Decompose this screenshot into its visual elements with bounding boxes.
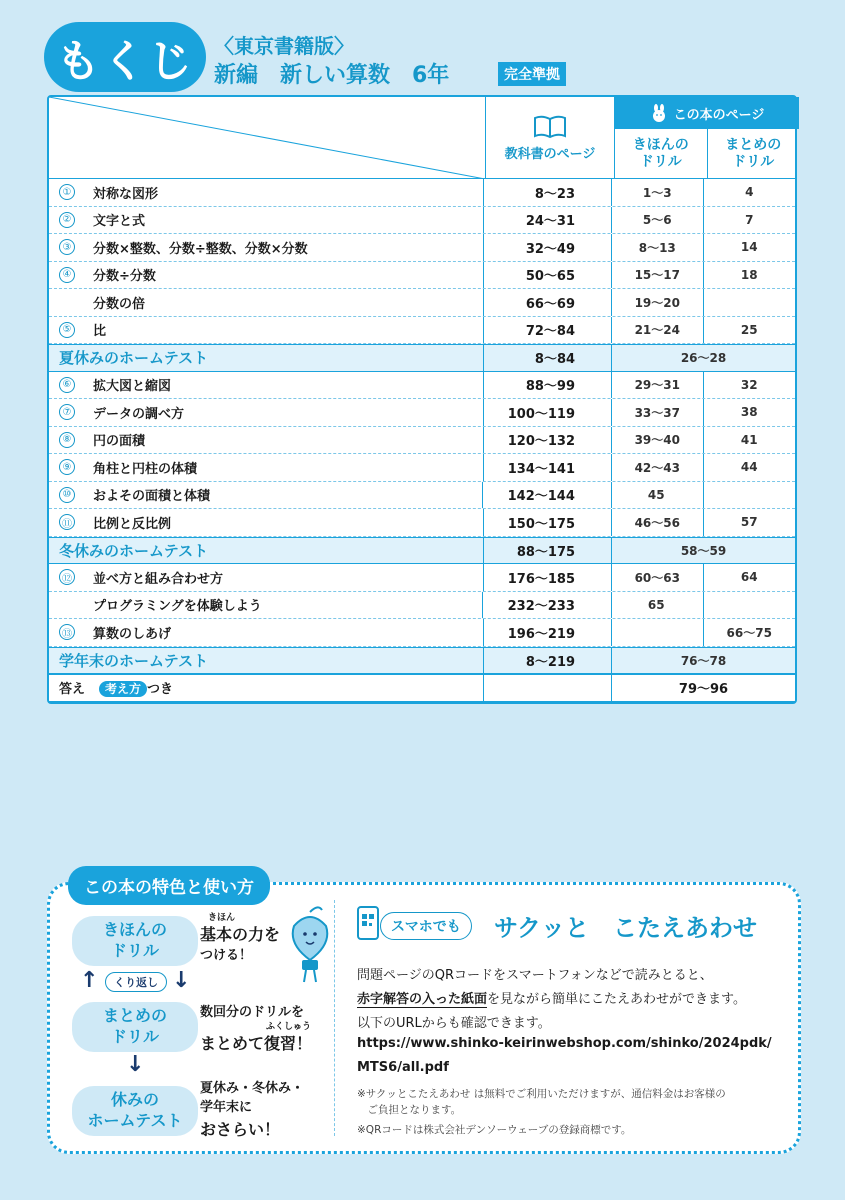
compliant-badge: 完全準拠 [498, 62, 566, 86]
textbook-pages: 24～31 [483, 207, 612, 234]
answer-url-line-2[interactable]: MTS6/all.pdf [357, 1060, 449, 1075]
unit-title: データの調べ方 [93, 406, 185, 422]
row-title [49, 207, 483, 234]
unit-number: ⑪ [59, 514, 75, 530]
toc-row [49, 509, 795, 537]
matome-pages [704, 289, 795, 316]
matome-pages: 4 [745, 185, 754, 200]
kihon-pages: 15～17 [612, 262, 703, 289]
kihon-description: きほん 基本の力を つける！ [200, 913, 281, 963]
textbook-pages: 232～233 [482, 592, 611, 619]
textbook-pages: 100～119 [483, 399, 612, 426]
matome-pages: 41 [740, 432, 758, 447]
row-title [49, 372, 483, 399]
red-answer-line: 赤字解答の入った紙面を見ながら簡単にこたえあわせができます。 [357, 992, 746, 1007]
row-title [49, 179, 483, 206]
toc-row [49, 317, 795, 345]
qr-instructions: 問題ページのQRコードをスマートフォンなどで読みとると、 [357, 968, 713, 983]
kihon-pages: 19～20 [612, 289, 703, 316]
textbook-pages: 88～99 [483, 372, 612, 399]
matome-pages: 44 [740, 460, 758, 475]
matome-pages: 64 [740, 570, 758, 585]
toc-row [49, 399, 795, 427]
fee-note-cont: ご負担となります。 [357, 1104, 462, 1116]
toc-row [49, 619, 795, 647]
this-book-band [615, 97, 799, 129]
unit-title: 夏休みのホームテスト [59, 349, 209, 368]
toc-row [49, 372, 795, 400]
answer-textbook-pages [483, 675, 612, 701]
kihon-pages: 60～63 [612, 564, 703, 591]
kihon-drill-header: きほんの ドリル [615, 129, 708, 179]
toc-row [49, 207, 795, 235]
url-intro: 以下のURLからも確認できます。 [357, 1016, 551, 1031]
matome-pages: 7 [745, 212, 754, 227]
this-book-pages-label: この本のページ [673, 107, 765, 123]
toc-table [47, 95, 797, 704]
row-title [49, 538, 483, 564]
mascot-character-icon [288, 904, 332, 984]
unit-number: ⑫ [59, 569, 75, 585]
unit-title: 文字と式 [93, 214, 146, 230]
textbook-pages: 32～49 [483, 234, 612, 261]
toc-row [49, 427, 795, 455]
answer-pages: 79～96 [678, 682, 729, 698]
matome-drill-header: まとめの ドリル [725, 136, 782, 170]
unit-number: ⑤ [59, 322, 75, 338]
unit-title: 対称な図形 [93, 186, 159, 202]
matome-pages [704, 592, 795, 619]
matome-pages: 25 [740, 322, 758, 337]
unit-title: 分数÷分数 [93, 269, 156, 285]
unit-title: 円の面積 [93, 434, 146, 450]
smartphone-qr-icon [357, 906, 379, 940]
book-title: 新編 新しい算数 6年 [214, 63, 450, 88]
row-title [49, 509, 483, 536]
arrow-down-icon-2: ↓ [126, 1052, 145, 1077]
unit-title: 角柱と円柱の体積 [93, 461, 198, 477]
textbook-pages: 196～219 [483, 619, 612, 646]
textbook-pages-label: 教科書のページ [504, 146, 596, 162]
unit-title: 比 [93, 324, 107, 340]
textbook-pages: 120～132 [483, 427, 612, 454]
home-test-row [49, 647, 795, 675]
diagonal-divider [49, 97, 485, 179]
kihon-pages: 1～3 [612, 179, 703, 206]
textbook-pages: 50～65 [483, 262, 612, 289]
rabbit-mascot-icon [650, 104, 668, 122]
unit-title: 冬休みのホームテスト [59, 541, 209, 560]
unit-title: 算数のしあげ [93, 626, 172, 642]
kihon-pages: 5～6 [612, 207, 703, 234]
kihon-pages: 29～31 [612, 372, 703, 399]
textbook-pages: 8～219 [483, 648, 612, 674]
smartphone-chip: スマホでも [380, 912, 472, 940]
matome-pages [704, 482, 795, 509]
qr-trademark-note: ※QRコードは株式会社デンソーウェーブの登録商標です。 [357, 1124, 632, 1136]
unit-title: 分数×整数、分数÷整数、分数×分数 [93, 241, 308, 257]
kihon-pages: 39～40 [612, 427, 703, 454]
textbook-pages: 8～23 [483, 179, 612, 206]
repeat-label: くり返し [105, 972, 167, 992]
arrow-up-icon: ↑ [80, 968, 99, 993]
row-title [49, 399, 483, 426]
row-title [49, 427, 483, 454]
unit-number: ③ [59, 239, 75, 255]
kihon-pages: 46～56 [612, 509, 703, 536]
textbook-pages-header [485, 97, 615, 179]
unit-title: 比例と反比例 [93, 516, 172, 532]
home-test-row [49, 344, 795, 372]
answer-label: 答え 考え方 つき [59, 682, 174, 698]
matome-pages: 66～75 [726, 625, 772, 640]
arrow-down-icon: ↓ [172, 968, 191, 993]
kihon-pages [612, 619, 703, 646]
unit-number: ⑧ [59, 432, 75, 448]
textbook-pages: 88～175 [483, 538, 612, 564]
home-description: 夏休み・冬休み・ 学年末に おさらい！ [200, 1081, 305, 1139]
toc-row [49, 482, 795, 510]
unit-number: ⑥ [59, 377, 75, 393]
answer-row [49, 674, 795, 702]
kihon-pages: 65 [612, 592, 704, 619]
row-title [49, 289, 483, 316]
textbook-pages: 134～141 [483, 454, 612, 481]
open-book-icon [533, 115, 567, 139]
unit-number: ⑩ [59, 487, 75, 503]
row-title [49, 592, 482, 619]
toc-row [49, 262, 795, 290]
kihon-pages: 33～37 [612, 399, 703, 426]
row-title [49, 317, 483, 344]
kihon-drill-pill: きほんの ドリル [72, 916, 198, 966]
matome-description: 数回分のドリルを ふくしゅう まとめて復習！ [200, 1005, 313, 1053]
row-title [49, 454, 483, 481]
toc-rows [49, 179, 795, 674]
home-test-row [49, 537, 795, 565]
textbook-pages: 142～144 [482, 482, 611, 509]
textbook-pages: 66～69 [483, 289, 612, 316]
row-title [49, 345, 483, 371]
unit-number: ⑬ [59, 624, 75, 640]
textbook-pages: 176～185 [483, 564, 612, 591]
unit-number: ⑦ [59, 404, 75, 420]
unit-title: プログラミングを体験しよう [93, 599, 262, 615]
mokuji-title: もくじ [44, 22, 206, 92]
unit-number: ⑨ [59, 459, 75, 475]
matome-pages: 18 [740, 267, 758, 282]
toc-row [49, 564, 795, 592]
fee-note: ※サクッとこたえあわせ は無料でご利用いただけますが、通信料金はお客様の [357, 1088, 726, 1100]
home-test-pill: 休みの ホームテスト [72, 1086, 198, 1136]
toc-row [49, 289, 795, 317]
kihon-pages: 45 [612, 482, 704, 509]
toc-header [49, 97, 795, 179]
toc-row [49, 454, 795, 482]
unit-title: 並べ方と組み合わせ方 [93, 571, 224, 587]
home-test-pages: 76～78 [680, 653, 727, 668]
unit-number: ① [59, 184, 75, 200]
toc-row [49, 592, 795, 620]
kihon-pages: 8～13 [612, 234, 703, 261]
unit-title: およその面積と体積 [93, 489, 211, 505]
unit-title: 拡大図と縮図 [93, 379, 172, 395]
matome-pages: 38 [740, 405, 758, 420]
row-title [49, 234, 483, 261]
home-test-pages: 58～59 [680, 543, 727, 558]
row-title [49, 262, 483, 289]
unit-number [59, 294, 75, 310]
unit-number: ④ [59, 267, 75, 283]
kihon-pages: 21～24 [612, 317, 703, 344]
edition-label: 〈東京書籍版〉 [214, 34, 354, 58]
matome-drill-pill: まとめの ドリル [72, 1002, 198, 1052]
textbook-pages: 8～84 [483, 345, 612, 371]
unit-title: 分数の倍 [93, 296, 146, 312]
features-title: この本の特色と使い方 [68, 866, 270, 905]
unit-number: ② [59, 212, 75, 228]
matome-pages: 57 [740, 515, 758, 530]
feature-divider [334, 900, 335, 1136]
toc-row [49, 179, 795, 207]
kangae-chip: 考え方 [99, 681, 147, 697]
answer-url-line-1[interactable]: https://www.shinko-keirinwebshop.com/shinko/2024pdk/ [357, 1036, 772, 1051]
unit-title: 学年末のホームテスト [59, 651, 209, 670]
textbook-pages: 150～175 [483, 509, 612, 536]
sakutto-heading: サクッと こたえあわせ [494, 914, 758, 942]
home-test-pages: 26～28 [680, 351, 727, 366]
unit-number [59, 597, 75, 613]
toc-row [49, 234, 795, 262]
row-title [49, 648, 483, 674]
matome-pages: 14 [740, 240, 758, 255]
matome-pages: 32 [740, 377, 758, 392]
row-title [49, 619, 483, 646]
row-title [49, 564, 483, 591]
row-title [49, 482, 482, 509]
kihon-pages: 42～43 [612, 454, 703, 481]
textbook-pages: 72～84 [483, 317, 612, 344]
this-book-pages-header [615, 97, 799, 179]
